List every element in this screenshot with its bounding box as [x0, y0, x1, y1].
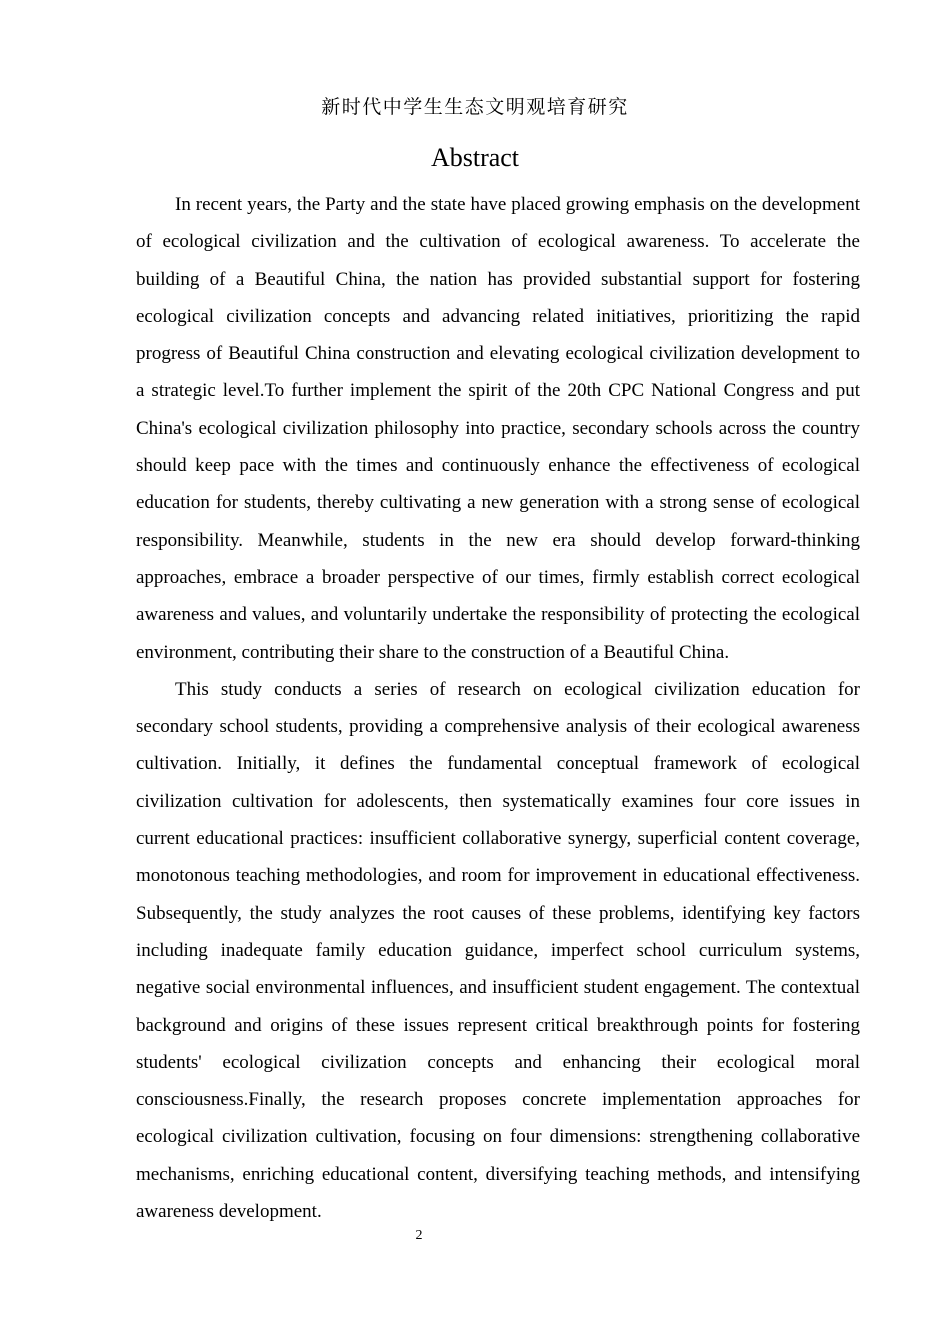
- abstract-paragraph-2: This study conducts a series of research on ecological civilization education for secondary school students, providing a comprehensive analysis of their ecological awareness cultivation. Initially, it defines the fundamental conceptual framework of ecological civilization cultivation for adolescents, then systematically examines four core issues in current educational practices: insufficient collaborative synergy, superficial content coverage, monotonous teaching methodologies, and room for improvement in educational effectiveness. Subsequently, the study analyzes the root causes of these problems, identifying key factors including inadequate family education guidance, imperfect school curriculum systems, negative social environmental influences, and insufficient student engagement. The contextual background and origins of these issues represent critical breakthrough points for fostering students' ecological civilization concepts and enhancing their ecological moral consciousness.Finally, the research proposes concrete implementation approaches for ecological civilization cultivation, focusing on four dimensions: strengthening collaborative mechanisms, enriching educational content, diversifying teaching methods, and intensifying awareness development.: [136, 678, 860, 1223]
- abstract-heading: Abstract: [430, 143, 520, 172]
- abstract-body: [136, 186, 860, 1230]
- thesis-chinese-title: 新时代中学生生态文明观培育研究: [321, 97, 629, 118]
- page-number: 2: [415, 1228, 423, 1243]
- abstract-paragraph-1: In recent years, the Party and the state have placed growing emphasis on the development of ecological civilization and the cultivation of ecological awareness. To accelerate the building of a Beautiful China, the nation has provided substantial support for fostering ecological civilization concepts and advancing related initiatives, prioritizing the rapid progress of Beautiful China construction and elevating ecological civilization development to a strategic level.To further implement the spirit of the 20th CPC National Congress and put China's ecological civilization philosophy into practice, secondary schools across the country should keep pace with the times and continuously enhance the effectiveness of ecological education for students, thereby cultivating a new generation with a strong sense of ecological responsibility. Meanwhile, students in the new era should develop forward-thinking approaches, embrace a broader perspective of our times, firmly establish correct ecological awareness and values, and voluntarily undertake the responsibility of protecting the ecological environment, contributing their share to the construction of a Beautiful China.: [136, 194, 860, 663]
